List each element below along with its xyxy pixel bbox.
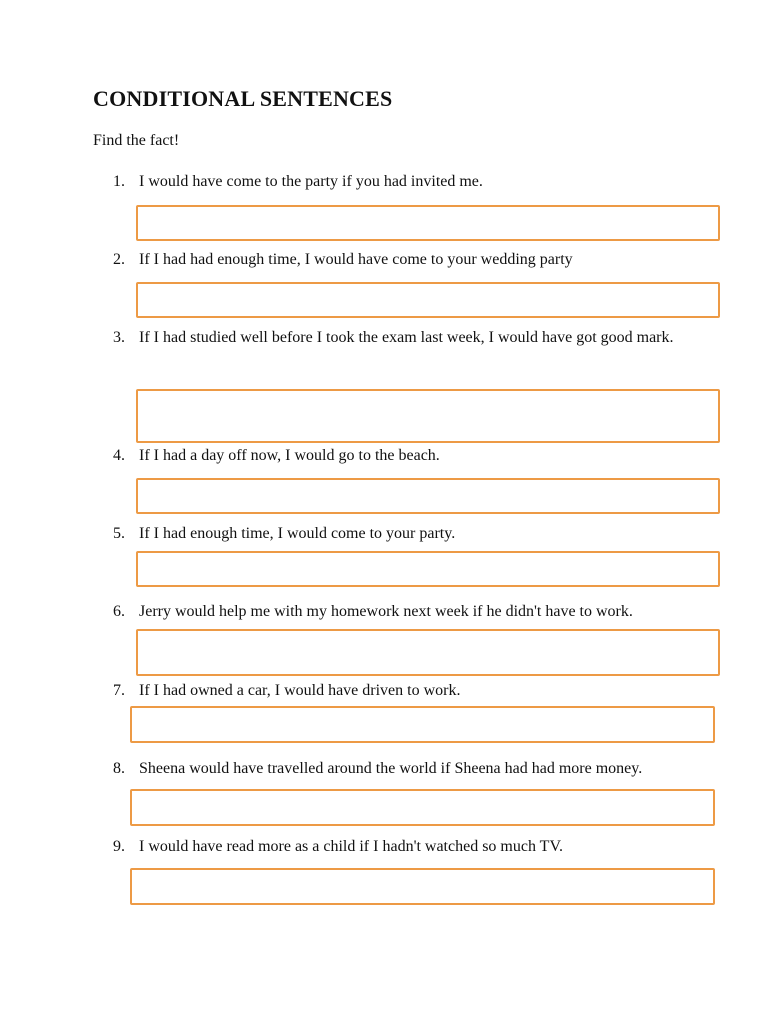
question-number: 1. xyxy=(113,173,125,190)
instruction-text: Find the fact! xyxy=(93,132,180,149)
question-number: 3. xyxy=(113,329,125,346)
question-text: Sheena would have travelled around the world if Sheena had had more money. xyxy=(139,760,643,777)
question-text: If I had owned a car, I would have driven to work. xyxy=(139,682,461,699)
question-number: 6. xyxy=(113,603,125,620)
page-title: CONDITIONAL SENTENCES xyxy=(93,86,393,111)
answer-field-1[interactable] xyxy=(136,205,720,241)
question-number: 5. xyxy=(113,525,125,542)
answer-field-3[interactable] xyxy=(136,389,720,443)
question-text: Jerry would help me with my homework next week if he didn't have to work. xyxy=(139,603,633,620)
question-number: 7. xyxy=(113,682,125,699)
question-text: I would have read more as a child if I hadn't watched so much TV. xyxy=(139,838,563,855)
question-text: If I had enough time, I would come to your party. xyxy=(139,525,456,542)
question-number: 2. xyxy=(113,251,125,268)
answer-field-7[interactable] xyxy=(130,706,715,743)
question-text: I would have come to the party if you had invited me. xyxy=(139,173,483,190)
question-text: If I had a day off now, I would go to the beach. xyxy=(139,447,440,464)
answer-field-8[interactable] xyxy=(130,789,715,826)
question-text: If I had studied well before I took the exam last week, I would have got good mark. xyxy=(139,329,674,346)
question-text: If I had had enough time, I would have come to your wedding party xyxy=(139,251,573,268)
answer-field-4[interactable] xyxy=(136,478,720,514)
answer-field-9[interactable] xyxy=(130,868,715,905)
question-number: 9. xyxy=(113,838,125,855)
answer-field-5[interactable] xyxy=(136,551,720,587)
answer-field-6[interactable] xyxy=(136,629,720,676)
question-number: 4. xyxy=(113,447,125,464)
answer-field-2[interactable] xyxy=(136,282,720,318)
question-number: 8. xyxy=(113,760,125,777)
